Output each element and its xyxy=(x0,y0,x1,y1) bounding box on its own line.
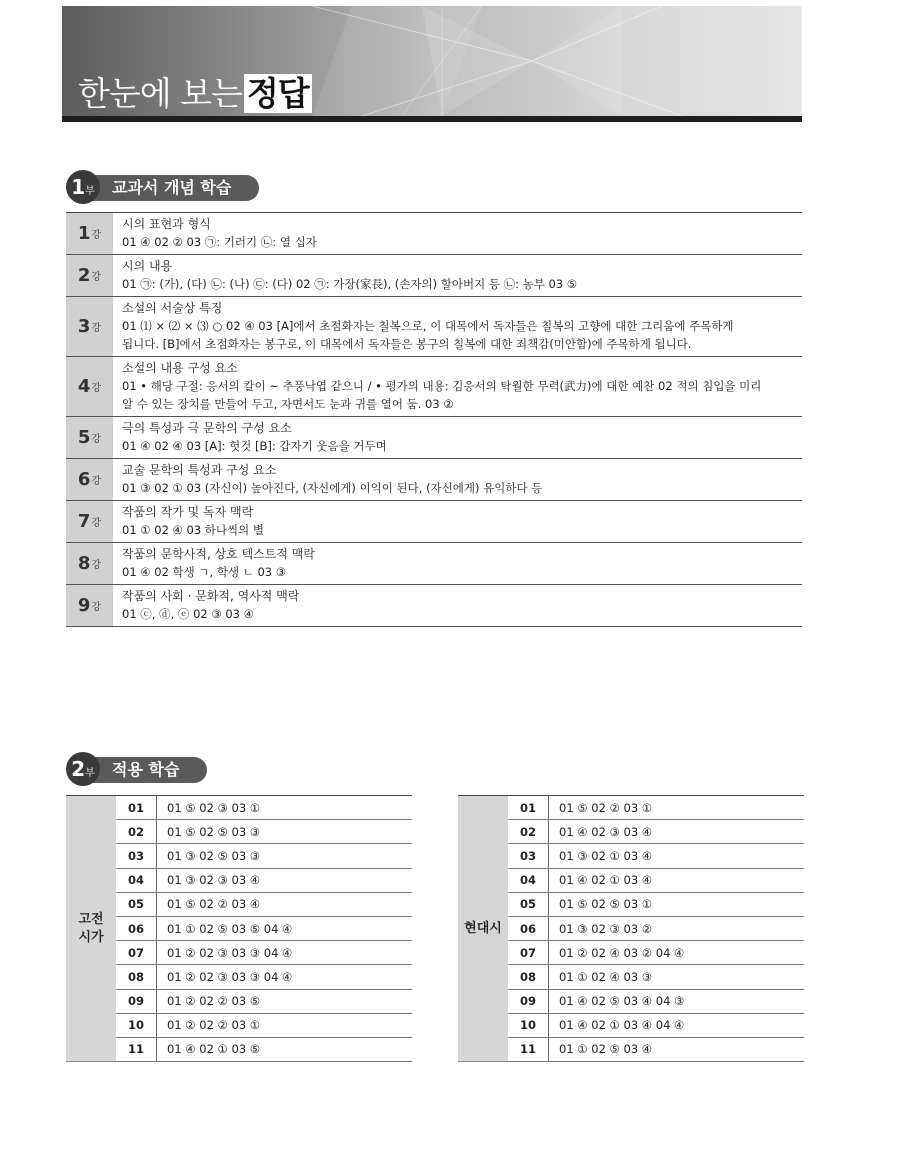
lesson-number: 8 강 xyxy=(66,543,113,584)
lesson-answers: 01 ④ 02 ④ 03 [A]: 헛것 [B]: 갑자기 웃음을 거두며 xyxy=(122,439,387,453)
row-answers: 01 ③ 02 ① 03 ④ xyxy=(549,844,805,868)
row-number: 05 xyxy=(508,892,549,916)
group-label: 현대시 xyxy=(458,796,508,1062)
table-row xyxy=(458,965,804,989)
row-answers: 01 ② 02 ③ 03 ③ 04 ④ xyxy=(157,941,413,965)
row-answers: 01 ③ 02 ③ 03 ② xyxy=(549,916,805,940)
row-number: 09 xyxy=(508,989,549,1013)
row-number: 10 xyxy=(508,1013,549,1037)
row-number: 11 xyxy=(116,1037,157,1061)
table-row xyxy=(66,1037,412,1061)
lesson-row xyxy=(66,543,802,585)
lesson-body xyxy=(113,357,769,416)
table-row xyxy=(66,796,412,820)
row-number: 03 xyxy=(116,844,157,868)
lesson-answers: 됩니다. [B]에서 초점화자는 봉구로, 이 대목에서 독자들은 봉구의 칠복에 대한 죄책감(미안함)에 주목하게 됩니다. xyxy=(122,337,692,351)
lesson-number: 4 강 xyxy=(66,357,113,416)
table-row xyxy=(66,941,412,965)
table-row xyxy=(66,892,412,916)
row-answers: 01 ① 02 ④ 03 ③ xyxy=(549,965,805,989)
group-label: 고전 시가 xyxy=(66,796,116,1062)
table-row xyxy=(66,844,412,868)
lesson-row xyxy=(66,297,802,357)
lesson-title: 소설의 내용 구성 요소 xyxy=(122,361,238,375)
lesson-row xyxy=(66,357,802,417)
lesson-answers: 01 ⓒ, ⓓ, ⓔ 02 ③ 03 ④ xyxy=(122,607,254,621)
row-number: 06 xyxy=(116,916,157,940)
table-row xyxy=(66,989,412,1013)
page-title xyxy=(78,68,312,115)
table-row xyxy=(458,796,804,820)
row-answers: 01 ③ 02 ⑤ 03 ③ xyxy=(157,844,413,868)
lesson-title: 작품의 문학사적, 상호 텍스트적 맥락 xyxy=(122,547,315,561)
lesson-answers: 01 ① 02 ④ 03 하나씩의 별 xyxy=(122,523,264,537)
lesson-body xyxy=(113,543,323,584)
table-row xyxy=(66,965,412,989)
row-number: 04 xyxy=(508,868,549,892)
part1-label: 교과서 개념 학습 xyxy=(86,175,259,201)
row-number: 02 xyxy=(508,820,549,844)
lesson-title: 시의 내용 xyxy=(122,259,173,273)
lesson-answers: 01 ④ 02 학생 ㄱ, 학생 ㄴ 03 ③ xyxy=(122,565,287,579)
classical-poetry-answer-table xyxy=(66,795,412,1062)
row-number: 08 xyxy=(508,965,549,989)
lesson-row xyxy=(66,213,802,255)
lesson-body xyxy=(113,417,395,458)
table-row xyxy=(458,820,804,844)
row-answers: 01 ③ 02 ③ 03 ④ xyxy=(157,868,413,892)
lesson-row xyxy=(66,501,802,543)
row-answers: 01 ② 02 ③ 03 ③ 04 ④ xyxy=(157,965,413,989)
table-row xyxy=(458,844,804,868)
lesson-answers: 01 • 해당 구절: 응서의 칼이 ~ 추풍낙엽 같으니 / • 평가의 내용: 김응서의 탁월한 무력(武力)에 대한 예찬 02 적의 침입을 미리 xyxy=(122,379,762,393)
title-light: 한눈에 보는 xyxy=(78,74,242,113)
part2-label: 적용 학습 xyxy=(86,757,207,783)
table-row xyxy=(458,892,804,916)
row-answers: 01 ⑤ 02 ② 03 ④ xyxy=(157,892,413,916)
row-answers: 01 ② 02 ② 03 ① xyxy=(157,1013,413,1037)
row-number: 09 xyxy=(116,989,157,1013)
lesson-row xyxy=(66,255,802,297)
row-answers: 01 ④ 02 ① 03 ⑤ xyxy=(157,1037,413,1061)
row-number: 08 xyxy=(116,965,157,989)
lesson-number: 9 강 xyxy=(66,585,113,626)
part2-number-badge: 2부 xyxy=(66,752,100,786)
lesson-body xyxy=(113,501,272,542)
row-answers: 01 ② 02 ② 03 ⑤ xyxy=(157,989,413,1013)
lesson-body xyxy=(113,297,742,356)
table-row xyxy=(66,820,412,844)
row-answers: 01 ④ 02 ③ 03 ④ xyxy=(549,820,805,844)
row-answers: 01 ⑤ 02 ② 03 ① xyxy=(549,796,805,820)
table-row xyxy=(458,868,804,892)
table-row xyxy=(458,989,804,1013)
row-number: 05 xyxy=(116,892,157,916)
row-number: 03 xyxy=(508,844,549,868)
row-answers: 01 ⑤ 02 ⑤ 03 ③ xyxy=(157,820,413,844)
row-number: 11 xyxy=(508,1037,549,1061)
lesson-title: 작품의 사회 · 문화적, 역사적 맥락 xyxy=(122,589,300,603)
lesson-row xyxy=(66,585,802,627)
row-number: 04 xyxy=(116,868,157,892)
header-banner xyxy=(62,6,802,122)
row-answers: 01 ④ 02 ① 03 ④ 04 ④ xyxy=(549,1013,805,1037)
row-answers: 01 ④ 02 ① 03 ④ xyxy=(549,868,805,892)
lesson-number: 2 강 xyxy=(66,255,113,296)
table-row xyxy=(458,1013,804,1037)
lesson-answers: 01 ㉠: (가), (다) ㉡: (나) ㉢: (다) 02 ㉠: 가장(家長), (손자의) 할아버지 등 ㉡: 농부 03 ⑤ xyxy=(122,277,578,291)
row-answers: 01 ① 02 ⑤ 03 ⑤ 04 ④ xyxy=(157,916,413,940)
lesson-answers: 01 ③ 02 ① 03 (자신이) 높아진다, (자신에게) 이익이 된다, (자신에게) 유익하다 등 xyxy=(122,481,543,495)
row-number: 07 xyxy=(508,941,549,965)
lesson-title: 시의 표현과 형식 xyxy=(122,217,211,231)
lesson-number: 1 강 xyxy=(66,213,113,254)
row-answers: 01 ⑤ 02 ⑤ 03 ① xyxy=(549,892,805,916)
lesson-number: 6 강 xyxy=(66,459,113,500)
lesson-row xyxy=(66,459,802,501)
lesson-title: 소설의 서술상 특징 xyxy=(122,301,223,315)
table-row xyxy=(458,1037,804,1061)
part1-number-badge: 1부 xyxy=(66,170,100,204)
lesson-body xyxy=(113,213,325,254)
lesson-title: 교술 문학의 특성과 구성 요소 xyxy=(122,463,277,477)
lesson-row xyxy=(66,417,802,459)
lesson-number: 3 강 xyxy=(66,297,113,356)
part1-lesson-list xyxy=(66,212,802,627)
table-row xyxy=(458,941,804,965)
lesson-answers: 01 ④ 02 ② 03 ㉠: 기러기 ㉡: 열 십자 xyxy=(122,235,317,249)
table-row xyxy=(66,916,412,940)
row-number: 07 xyxy=(116,941,157,965)
lesson-body xyxy=(113,585,307,626)
table-row xyxy=(458,916,804,940)
lesson-answers: 01 ⑴ × ⑵ × ⑶ ○ 02 ④ 03 [A]에서 초점화자는 칠복으로, 이 대목에서 독자들은 칠복의 고향에 대한 그리움에 주목하게 xyxy=(122,319,734,333)
row-number: 01 xyxy=(116,796,157,820)
lesson-answers: 알 수 있는 장치를 만들어 두고, 자면서도 눈과 귀를 열어 둠. 03 ② xyxy=(122,397,454,411)
lesson-title: 작품의 작가 및 독자 맥락 xyxy=(122,505,254,519)
lesson-body xyxy=(113,255,585,296)
row-answers: 01 ④ 02 ⑤ 03 ④ 04 ③ xyxy=(549,989,805,1013)
row-number: 01 xyxy=(508,796,549,820)
lesson-number: 7 강 xyxy=(66,501,113,542)
row-number: 10 xyxy=(116,1013,157,1037)
modern-poetry-answer-table xyxy=(458,795,804,1062)
lesson-number: 5 강 xyxy=(66,417,113,458)
lesson-body xyxy=(113,459,550,500)
row-number: 02 xyxy=(116,820,157,844)
table-row xyxy=(66,868,412,892)
row-answers: 01 ⑤ 02 ③ 03 ① xyxy=(157,796,413,820)
row-answers: 01 ② 02 ④ 03 ② 04 ④ xyxy=(549,941,805,965)
table-row xyxy=(66,1013,412,1037)
title-bold: 정답 xyxy=(244,74,312,113)
row-number: 06 xyxy=(508,916,549,940)
lesson-title: 극의 특성과 극 문학의 구성 요소 xyxy=(122,421,292,435)
row-answers: 01 ① 02 ⑤ 03 ④ xyxy=(549,1037,805,1061)
